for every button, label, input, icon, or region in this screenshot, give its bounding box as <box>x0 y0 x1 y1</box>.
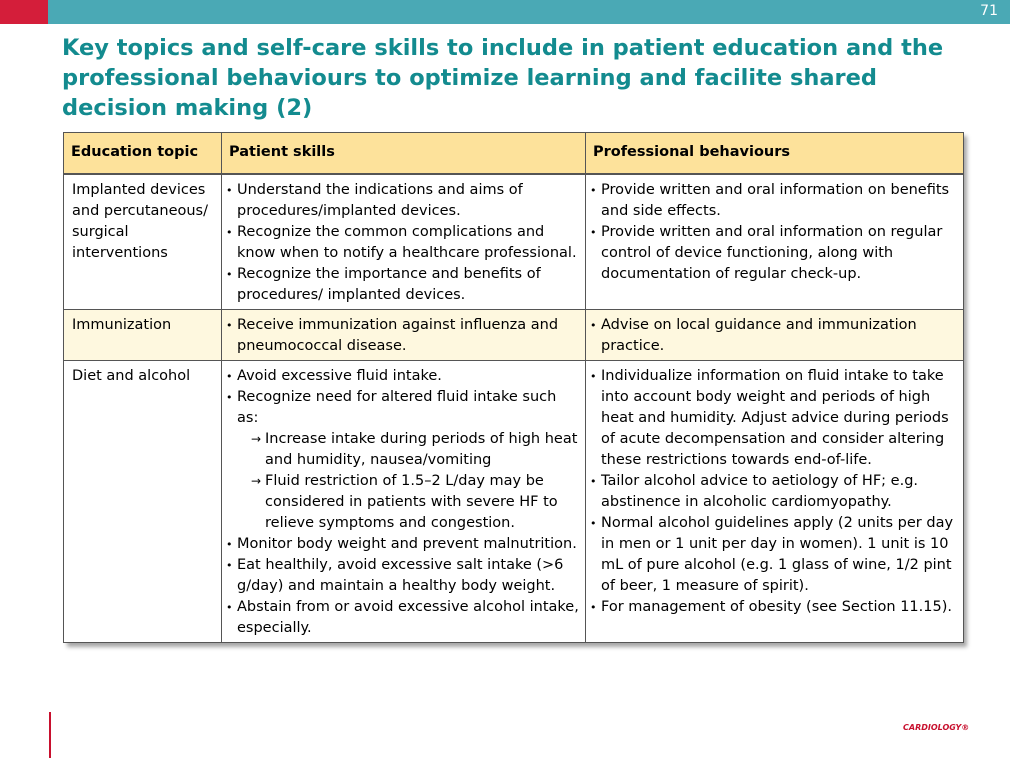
topic-cell: Immunization <box>64 310 222 361</box>
sub-list-item: → Fluid restriction of 1.5–2 L/day may be considered in patients with severe HF to relieve symptoms and congestion. <box>237 471 579 534</box>
footer-brand-logo: CARDIOLOGY® <box>903 723 970 732</box>
behaviours-list <box>589 366 957 618</box>
table-row <box>64 174 964 310</box>
skills-cell <box>222 310 586 361</box>
skills-list <box>225 366 579 639</box>
header-professional-behaviours: Professional behaviours <box>586 133 964 175</box>
list-item: • Abstain from or avoid excessive alcohol intake, especially. <box>225 597 579 639</box>
topic-cell: Diet and alcohol <box>64 361 222 643</box>
skills-cell <box>222 361 586 643</box>
header-education-topic: Education topic <box>64 133 222 175</box>
sub-list <box>237 429 579 534</box>
list-item: • Eat healthily, avoid excessive salt intake (>6 g/day) and maintain a healthy body weight. <box>225 555 579 597</box>
education-table <box>63 132 963 643</box>
behaviours-cell <box>586 361 964 643</box>
brand-accent-block <box>0 0 48 24</box>
behaviours-cell <box>586 310 964 361</box>
list-item: • Tailor alcohol advice to aetiology of HF; e.g. abstinence in alcoholic cardiomyopathy. <box>589 471 957 513</box>
list-item: • Individualize information on fluid intake to take into account body weight and periods of high heat and humidity. Adjust advice during periods of acute decompensation and consider altering these restrictions towards end-of-life. <box>589 366 957 471</box>
sub-list-item: → Increase intake during periods of high heat and humidity, nausea/vomiting <box>237 429 579 471</box>
list-item: • Receive immunization against influenza and pneumococcal disease. <box>225 315 579 357</box>
behaviours-list <box>589 315 957 357</box>
skills-list <box>225 315 579 357</box>
list-item: • Understand the indications and aims of procedures/implanted devices. <box>225 180 579 222</box>
list-item: • For management of obesity (see Section 11.15). <box>589 597 957 618</box>
list-item: • Recognize the importance and benefits of procedures/ implanted devices. <box>225 264 579 306</box>
behaviours-list <box>589 180 957 285</box>
list-item: • Normal alcohol guidelines apply (2 units per day in men or 1 unit per day in women). 1 unit is 10 mL of pure alcohol (e.g. 1 glass of wine, 1/2 pint of beer, 1 measure of spirit). <box>589 513 957 597</box>
list-item: • Avoid excessive fluid intake. <box>225 366 579 387</box>
list-item <box>225 387 579 534</box>
top-bar <box>0 0 1010 24</box>
list-item: • Provide written and oral information on regular control of device functioning, along with documentation of regular check-up. <box>589 222 957 285</box>
list-item: • Provide written and oral information on benefits and side effects. <box>589 180 957 222</box>
header-patient-skills: Patient skills <box>222 133 586 175</box>
topic-cell: Implanted devices and percutaneous/ surgical interventions <box>64 174 222 310</box>
slide-title: Key topics and self-care skills to include in patient education and the professional behaviours to optimize learning and facilite shared decision making (2) <box>62 35 944 121</box>
list-item-text: Recognize need for altered fluid intake such as: <box>237 389 557 426</box>
list-item: • Monitor body weight and prevent malnutrition. <box>225 534 579 555</box>
behaviours-cell <box>586 174 964 310</box>
skills-cell <box>222 174 586 310</box>
table-row <box>64 310 964 361</box>
page-number: 71 <box>980 3 998 19</box>
list-item: • Advise on local guidance and immunization practice. <box>589 315 957 357</box>
footer-divider <box>49 712 51 758</box>
table-row <box>64 361 964 643</box>
list-item: • Recognize the common complications and know when to notify a healthcare professional. <box>225 222 579 264</box>
skills-list <box>225 180 579 306</box>
table-header-row <box>64 133 964 175</box>
